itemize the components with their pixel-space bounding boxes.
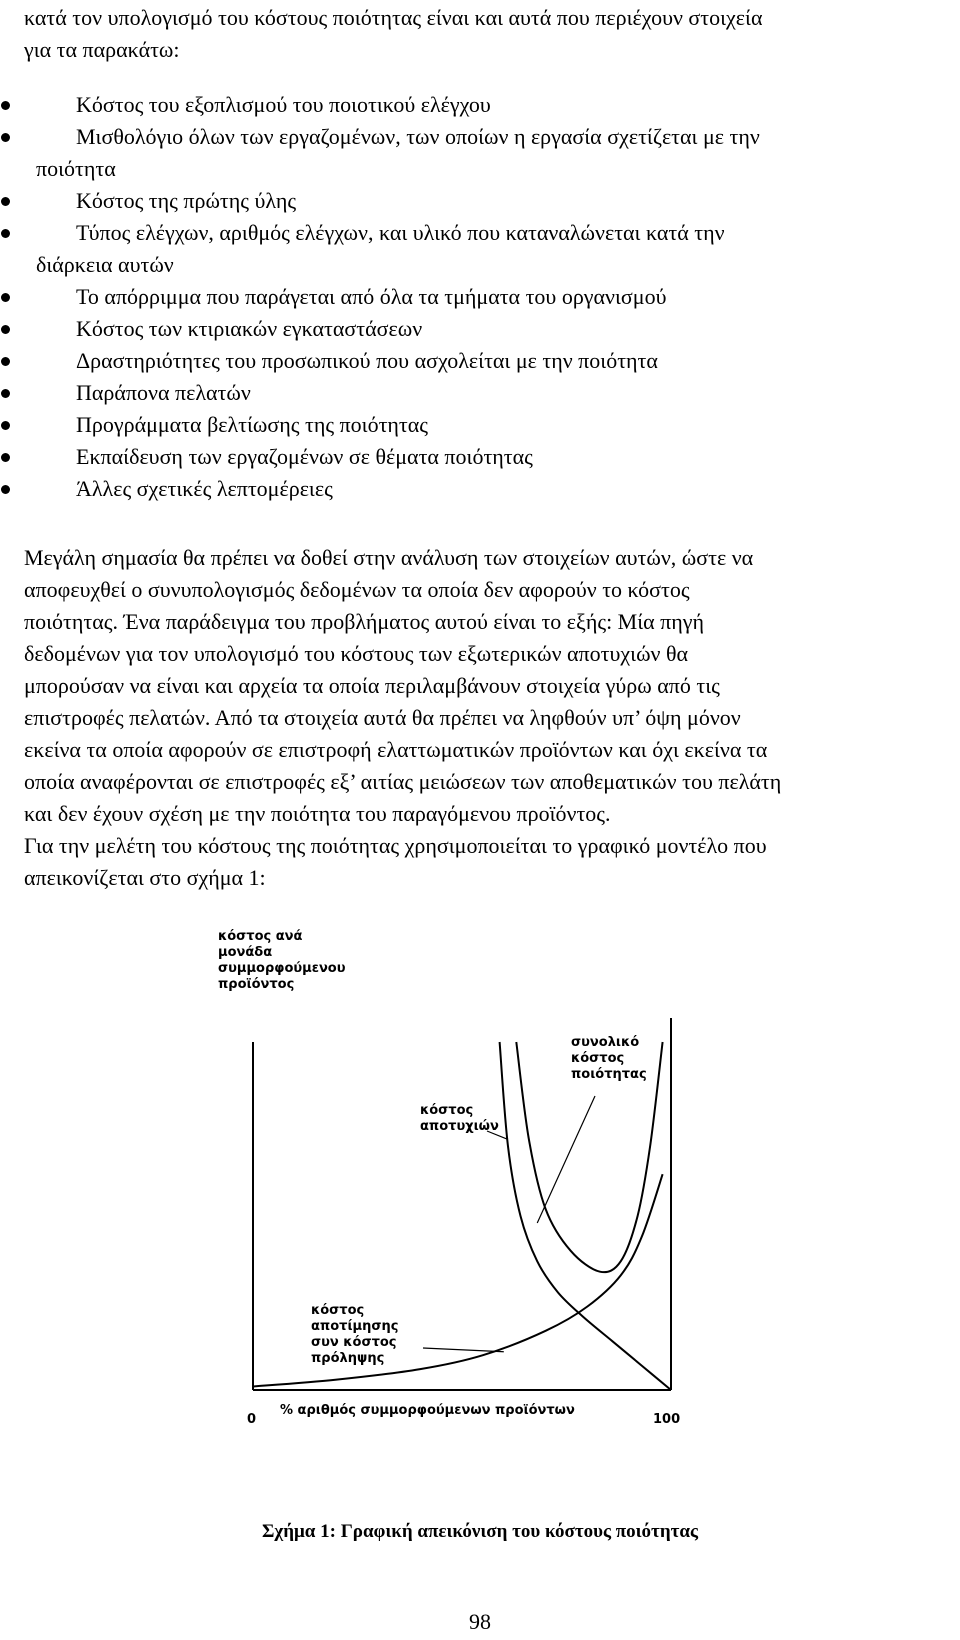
body-paragraph-2 <box>24 830 954 894</box>
failure-cost-label-line: κόστος <box>420 1103 474 1118</box>
bullet-icon <box>1 101 10 110</box>
list-item: Κόστος των κτιριακών εγκαταστάσεων <box>0 313 960 345</box>
intro-line-1: κατά τον υπολογισμό του κόστους ποιότητας είναι και αυτά που περιέχουν στοιχεία <box>24 5 763 30</box>
bullet-icon <box>1 389 10 398</box>
appraisal-prevention-cost-label-line: κόστος <box>311 1303 365 1318</box>
total-quality-cost-label-line: ποιότητας <box>571 1067 647 1082</box>
list-item: Μισθολόγιο όλων των εργαζομένων, των οποίων η εργασία σχετίζεται με την ποιότητα <box>0 121 960 185</box>
quality-cost-chart <box>195 918 735 1500</box>
intro-paragraph <box>24 2 954 66</box>
y-axis-label-line: συμμορφούμενου <box>218 961 346 976</box>
paragraph-line: εκείνα τα οποία αφορούν σε επιστροφή ελαττωματικών προϊόντων και όχι εκείνα τα <box>24 737 768 762</box>
bullet-icon <box>1 421 10 430</box>
failure-cost-label-line: αποτυχιών <box>420 1119 499 1134</box>
y-axis-label-line: προϊόντος <box>218 977 295 992</box>
bullet-icon <box>1 357 10 366</box>
list-item: Δραστηριότητες του προσωπικού που ασχολείται με την ποιότητα <box>0 345 960 377</box>
paragraph-line: και δεν έχουν σχέση με την ποιότητα του παραγόμενου προϊόντος. <box>24 801 611 826</box>
paragraph-line: οποία αναφέρονται σε επιστροφές εξ’ αιτίας μειώσεων των αποθεματικών του πελάτη <box>24 769 782 794</box>
list-item: Τύπος ελέγχων, αριθμός ελέγχων, και υλικό που καταναλώνεται κατά την διάρκεια αυτών <box>0 217 960 281</box>
paragraph-line: απεικονίζεται στο σχήμα 1: <box>24 865 266 890</box>
page-number: 98 <box>469 1609 491 1634</box>
failure-cost-curve <box>500 1042 671 1390</box>
x-tick-label: 100 <box>653 1412 681 1427</box>
bullet-icon <box>1 453 10 462</box>
appraisal-prevention-cost-label-line: συν κόστος <box>311 1335 397 1350</box>
quality-cost-figure <box>195 918 735 1500</box>
paragraph-line: επιστροφές πελατών. Από τα στοιχεία αυτά θα πρέπει να ληφθούν υπ’ όψη μόνον <box>24 705 741 730</box>
bullet-icon <box>1 197 10 206</box>
y-axis-label-line: μονάδα <box>218 945 273 960</box>
x-axis-label: % αριθμός συμμορφούμενων προϊόντων <box>280 1403 575 1418</box>
y-axis-label <box>218 929 346 992</box>
bullet-icon <box>1 293 10 302</box>
paragraph-line: ποιότητας. Ένα παράδειγμα του προβλήματος αυτού είναι το εξής: Μία πηγή <box>24 609 705 634</box>
body-paragraph-1 <box>24 542 954 830</box>
appraisal-prevention-cost-label-line: αποτίμησης <box>311 1319 399 1334</box>
bullet-icon <box>1 325 10 334</box>
series-labels <box>311 1035 647 1366</box>
figure-caption: Σχήμα 1: Γραφική απεικόνιση του κόστους ποιότητας <box>262 1521 698 1542</box>
bullet-icon <box>1 133 10 142</box>
paragraph-line: μπορούσαν να είναι και αρχεία τα οποία περιλαμβάνουν στοιχεία γύρω από τις <box>24 673 720 698</box>
list-item: Κόστος του εξοπλισμού του ποιοτικού ελέγχου <box>0 89 960 121</box>
total-quality-cost-label-line: κόστος <box>571 1051 625 1066</box>
list-item: Εκπαίδευση των εργαζομένων σε θέματα ποιότητας <box>0 441 960 473</box>
paragraph-line: Μεγάλη σημασία θα πρέπει να δοθεί στην ανάλυση των στοιχείων αυτών, ώστε να <box>24 545 754 570</box>
paragraph-line: δεδομένων για τον υπολογισμό του κόστους των εξωτερικών αποτυχιών θα <box>24 641 689 666</box>
cost-items-list <box>0 89 960 505</box>
bullet-icon <box>1 229 10 238</box>
intro-line-2: για τα παρακάτω: <box>24 37 180 62</box>
list-item: Άλλες σχετικές λεπτομέρειες <box>0 473 960 505</box>
appraisal-prevention-cost-label-line: πρόληψης <box>311 1351 385 1366</box>
total-quality-cost-label-line: συνολικό <box>571 1035 640 1050</box>
list-item: Κόστος της πρώτης ύλης <box>0 185 960 217</box>
paragraph-line: αποφευχθεί ο συνυπολογισμός δεδομένων τα οποία δεν αφορούν το κόστος <box>24 577 690 602</box>
appraisal-prevention-cost-label-leader-line <box>423 1348 504 1352</box>
total-quality-cost-label-leader-line <box>537 1096 595 1223</box>
list-item: Το απόρριμμα που παράγεται από όλα τα τμήματα του οργανισμού <box>0 281 960 313</box>
x-tick-label: 0 <box>247 1412 257 1427</box>
list-item: Παράπονα πελατών <box>0 377 960 409</box>
bullet-icon <box>1 485 10 494</box>
y-axis-label-line: κόστος ανά <box>218 929 303 944</box>
list-item: Προγράμματα βελτίωσης της ποιότητας <box>0 409 960 441</box>
paragraph-line: Για την μελέτη του κόστους της ποιότητας χρησιμοποιείται το γραφικό μοντέλο που <box>24 833 767 858</box>
